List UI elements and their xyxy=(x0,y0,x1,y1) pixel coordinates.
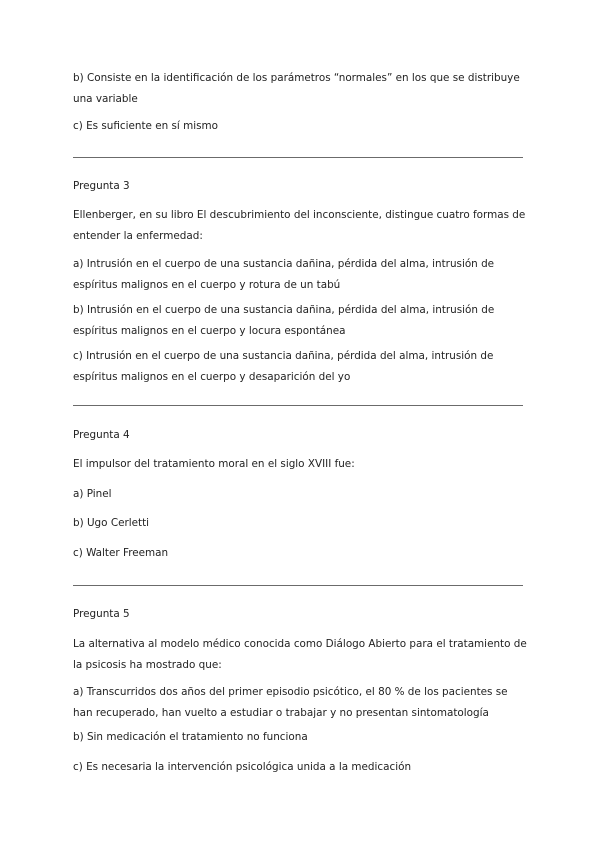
q5-option-c: c) Es necesaria la intervención psicológica unida a la medicación xyxy=(73,761,412,773)
section-divider xyxy=(73,585,523,586)
q2-option-b: b) Consiste en la identificación de los parámetros “normales” en los que se distribuye una variable xyxy=(73,72,520,105)
q2-option-c: c) Es suficiente en sí mismo xyxy=(73,120,219,132)
q4-question: El impulsor del tratamiento moral en el siglo XVIII fue: xyxy=(73,458,355,470)
q4-option-b: b) Ugo Cerletti xyxy=(73,517,150,529)
q5-option-a: a) Transcurridos dos años del primer episodio psicótico, el 80 % de los pacientes se han recuperado, han vuelto a estudiar o trabajar y no presentan sintomatología xyxy=(73,686,508,719)
section-divider xyxy=(73,157,523,158)
q3-heading: Pregunta 3 xyxy=(73,180,130,192)
q5-option-b: b) Sin medicación el tratamiento no funciona xyxy=(73,731,308,743)
q3-option-a: a) Intrusión en el cuerpo de una sustancia dañina, pérdida del alma, intrusión de espíritus malignos en el cuerpo y rotura de un tabú xyxy=(73,258,495,291)
q3-option-c: c) Intrusión en el cuerpo de una sustancia dañina, pérdida del alma, intrusión de espíritus malignos en el cuerpo y desaparición del yo xyxy=(73,350,494,383)
q4-heading: Pregunta 4 xyxy=(73,429,130,441)
q3-question: Ellenberger, en su libro El descubrimiento del inconsciente, distingue cuatro formas de entender la enfermedad: xyxy=(73,209,526,242)
q4-option-a: a) Pinel xyxy=(73,488,112,500)
q4-option-c: c) Walter Freeman xyxy=(73,547,169,559)
q5-heading: Pregunta 5 xyxy=(73,608,130,620)
section-divider xyxy=(73,405,523,406)
q3-option-b: b) Intrusión en el cuerpo de una sustancia dañina, pérdida del alma, intrusión de espíritus malignos en el cuerpo y locura espontánea xyxy=(73,304,495,337)
q5-question: La alternativa al modelo médico conocida como Diálogo Abierto para el tratamiento de la psicosis ha mostrado que: xyxy=(73,638,527,671)
